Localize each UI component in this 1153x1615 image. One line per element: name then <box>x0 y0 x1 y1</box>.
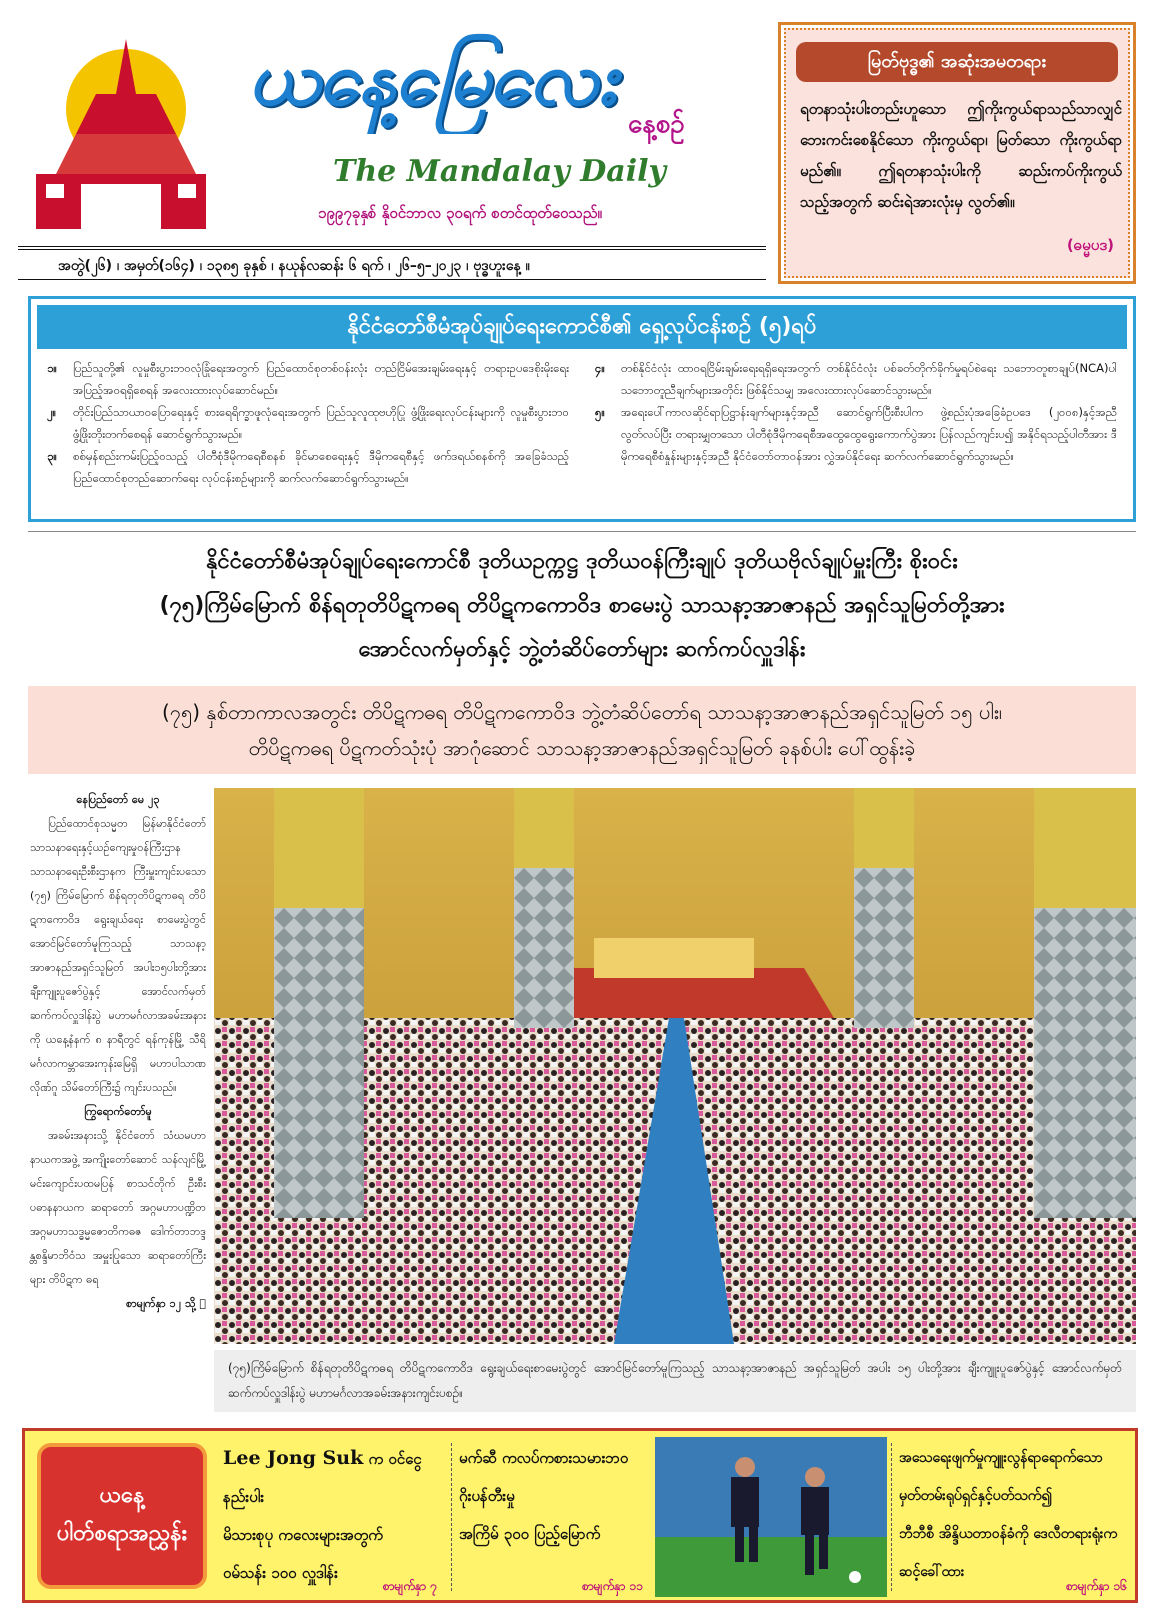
teaser-text: က ဝင်ငွေနည်းပါး <box>223 1450 422 1506</box>
teaser-text: အသေရေးဖျက်မှုကျူးလွန်ရာရောက်သော <box>899 1450 1103 1466</box>
teaser-page-ref: စာမျက်နှာ ၇ <box>382 1579 437 1593</box>
objectives-right-column <box>595 357 1117 489</box>
inside-label-line-1: ယနေ့ <box>99 1483 145 1508</box>
teaser-text: ဝမ်သန်း ၁၀၀ လှူဒါန်း <box>223 1564 338 1582</box>
newspaper-title-english: The Mandalay Daily <box>333 154 666 189</box>
teaser-page-ref: စာမျက်နှာ ၁၆ <box>1066 1579 1127 1593</box>
teaser-title: Lee Jong Suk <box>223 1447 364 1469</box>
teaser-text: မက်ဆီ ကလပ်ကစားသမားဘဝ <box>459 1449 629 1467</box>
article-paragraph: အခမ်းအနားသို့ နိုင်ငံတော် သံဃမဟာနာယကအဖွဲ့ အကျိုးတော်ဆောင် သန်လျင်မြို့ မင်းကျောင်းပထမပြန် စာသင်တိုက် ဦးစီးပဓာနနာယက ဆရာတော် အဂ္ဂမဟာပဏ္ဍိတ အဂ္ဂမဟာသဒ္ဓမ္မဇောတိကဓဇ ဒေါက်တာဘဒ္ဒန္တစန္ဒိမာဘိဝံသ အမှူးပြုသော ဆရာတော်ကြီးများ တိပိဋက ဓရ <box>30 1129 206 1286</box>
objective-number: ၅။ <box>595 405 605 419</box>
headline-line-1: နိုင်ငံတော်စီမံအုပ်ချုပ်ရေးကောင်စီ ဒုတိယဥက္ကဋ္ဌ ဒုတိယဝန်ကြီးချုပ် ဒုတိယဗိုလ်ချုပ်မှူးကြီး စိုးဝင်း <box>206 549 958 574</box>
teaser-messi[interactable] <box>459 1439 649 1595</box>
football-photo <box>655 1437 887 1597</box>
sub-headline-line-2: တိပိဋကဓရ ပိဋကတ်သုံးပုံ အာဂုံဆောင် သာသနာ့အာဇာနည်အရှင်သူမြတ် ခုနစ်ပါး ပေါ်ထွန်းခဲ့ <box>248 736 916 760</box>
issue-info: အတွဲ(၂၆) ၊ အမှတ်(၁၆၄) ၊ ၁၃၈၅ ခုနှစ် ၊ နယုန်လဆန်း ၆ ရက် ၊ ၂၆–၅–၂၀၂၃ ၊ ဗုဒ္ဓဟူးနေ့ ။ <box>18 246 766 280</box>
objective-number: ၁။ <box>47 361 57 375</box>
headline-line-3: အောင်လက်မှတ်နှင့် ဘွဲ့တံဆိပ်တော်များ ဆက်ကပ်လှူဒါန်း <box>358 637 806 662</box>
objectives-box <box>28 296 1136 522</box>
objective-item <box>47 357 569 401</box>
inside-pages-teaser <box>22 1428 1138 1603</box>
newspaper-title-suffix: နေ့စဉ် <box>628 109 685 139</box>
ceremony-photo <box>214 788 1136 1344</box>
objective-number: ၄။ <box>595 361 605 375</box>
sub-headline-line-1: (၇၅) နှစ်တာကာလအတွင်း တိပိဋကဓရ တိပိဋကကောဝိဒ ဘွဲ့တံဆိပ်တော်ရ သာသနာ့အာဇာနည်အရှင်သူမြတ် ၁၅ ပါး၊ <box>161 700 1003 724</box>
headline-line-2: (၇၅)ကြိမ်မြောက် စိန်ရတုတိပိဋကဓရ တိပိဋကကောဝိဒ စာမေးပွဲ သာသနာ့အာဇာနည် အရှင်သူမြတ်တို့အား <box>159 593 1005 618</box>
teaser-page-ref: စာမျက်နှာ ၁၁ <box>582 1579 643 1593</box>
sub-headline <box>28 686 1136 774</box>
inside-pages-label <box>37 1443 207 1589</box>
continued-link[interactable]: စာမျက်နှာ ၁၂ သို့ ⃝ <box>125 1297 206 1310</box>
objective-item <box>47 445 569 489</box>
objectives-title: နိုင်ငံတော်စီမံအုပ်ချုပ်ရေးကောင်စီ၏ ရှေ့လုပ်ငန်းစဉ် (၅)ရပ် <box>37 305 1127 349</box>
article-paragraph: ပြည်ထောင်စုသမ္မတ မြန်မာနိုင်ငံတော် သာသနာရေးနှင့်ယဉ်ကျေးမှုဝန်ကြီးဌာန သာသနာရေးဦးစီးဌာနက ကြီးမှူးကျင်းပသော (၇၅) ကြိမ်မြောက် စိန်ရတုတိပိဋကဓရ တိပိဋကကောဝိဒ ရွေးချယ်ရေး စာမေးပွဲတွင် အောင်မြင်တော်မူကြသည့် သာသနာ့အာဇာနည်အရှင်သူမြတ် အပါး၁၅ပါးတို့အား ချီးကျူးပူဇော်ပွဲနှင့် အောင်လက်မှတ် ဆက်ကပ်လှူဒါန်းပွဲ မဟာမင်္ဂလာအခမ်းအနားကို ယနေ့နံနက် ၈ နာရီတွင် ရန်ကုန်မြို့ သီရိမင်္ဂလာကမ္ဘာအေးကုန်းမြေရှိ မဟာပါသာဏလိုဏ်ဂူ သိမ်တော်ကြီး၌ ကျင်းပသည်။ <box>30 817 206 1094</box>
inside-label-line-2: ပါတ်စရာအညွှန်း <box>56 1521 188 1546</box>
mandalay-palace-logo <box>26 34 216 234</box>
newspaper-title: ယနေ့မြေလေး <box>248 36 615 122</box>
objective-item <box>47 401 569 445</box>
teaser-divider <box>891 1443 892 1591</box>
objective-text: တစ်နိုင်ငံလုံး ထာဝရငြိမ်းချမ်းရေးရရှိရေးအတွက် တစ်နိုင်ငံလုံး ပစ်ခတ်တိုက်ခိုက်မှုရပ်စဲရေး သဘောတူစာချုပ်(NCA)ပါ သဘောတူညီချက်များအတိုင်း ဖြစ်နိုင်သမျှ အလေးထားလုပ်ဆောင်သွားမည်။ <box>621 361 1117 397</box>
objective-text: ပြည်သူတို့၏ လူမှုစီးပွားဘဝလုံခြုံရေးအတွက် ပြည်ထောင်စုတစ်ဝန်းလုံး တည်ငြိမ်အေးချမ်းရေးနှင့် တရားဥပဒေစိုးမိုးရေး အပြည့်အဝရရှိစေရန် အလေးထားလုပ်ဆောင်မည်။ <box>73 361 569 397</box>
objective-number: ၂။ <box>47 405 57 419</box>
teaser-text: ဂိုးပန်တီးမှု <box>459 1487 515 1505</box>
objective-item <box>595 357 1117 401</box>
teaser-text: မှတ်တမ်းရုပ်ရှင်နှင့်ပတ်သက်၍ <box>899 1488 1052 1504</box>
teaser-text: ဆင့်ခေါ်ထား <box>899 1564 965 1580</box>
buddha-quote-box <box>778 22 1136 284</box>
article-dateline: နေပြည်တော် မေ ၂၃ <box>76 793 160 806</box>
objective-number: ၃။ <box>47 449 57 463</box>
objective-text: အရေးပေါ်ကာလဆိုင်ရာပြဋ္ဌာန်းချက်များနှင့်အညီ ဆောင်ရွက်ပြီးစီးပါက ဖွဲ့စည်းပုံအခြေခံဥပဒေ (၂၀၀၈)နှင့်အညီ လွတ်လပ်ပြီး တရားမျှတသော ပါတီစုံဒီမိုကရေစီအထွေထွေရွေးကောက်ပွဲအား ပြန်လည်ကျင်းပ၍ အနိုင်ရသည့်ပါတီအား ဒီမိုကရေစီစံနှုန်းများနှင့်အညီ နိုင်ငံတော်တာဝန်အား လွှဲအပ်နိုင်ရေး ဆက်လက်ဆောင်ရွက်သွားမည်။ <box>621 405 1117 463</box>
main-headline <box>28 540 1136 672</box>
article-body <box>30 788 206 1388</box>
objective-text: တိုင်းပြည်သာယာဝပြောရေးနှင့် စားရေရိက္ခာဖူလုံရေးအတွက် ပြည်သူလူထုဗဟိုပြု ဖွံ့ဖြိုးရေးလုပ်ငန်းများကို လူမှုစီးပွားဘဝဖွံ့ဖြိုးတိုးတက်စေရန် ဆောင်ရွက်သွားမည်။ <box>73 405 569 441</box>
section-divider <box>28 531 1136 532</box>
teaser-bbc[interactable] <box>899 1439 1133 1595</box>
article-subheading: ကြွရောက်တော်မူ <box>84 1105 152 1118</box>
objectives-left-column <box>47 357 569 489</box>
teaser-divider <box>451 1443 452 1591</box>
objective-text: စစ်မှန်စည်းကမ်းပြည့်ဝသည့် ပါတီစုံဒီမိုကရေစီစနစ် ခိုင်မာစေရေးနှင့် ဒီမိုကရေစီနှင့် ဖက်ဒရယ်စနစ်ကို အခြေခံသည့် ပြည်ထောင်စုတည်ဆောက်ရေး လုပ်ငန်းစဉ်များကို ဆက်လက်ဆောင်ရွက်သွားမည်။ <box>73 449 569 485</box>
established-line: ၁၉၉၇ခုနှစ် နိုဝင်ဘာလ ၃၀ရက် စတင်ထုတ်ဝေသည်။ <box>318 204 602 222</box>
objective-item <box>595 401 1117 467</box>
teaser-text: အကြိမ် ၃၀၀ ပြည့်မြောက် <box>459 1525 601 1543</box>
masthead <box>18 14 766 242</box>
teaser-lee-jong-suk[interactable] <box>223 1439 443 1595</box>
quote-body: ရတနာသုံးပါးတည်းဟူသော ဤကိုးကွယ်ရာသည်သာလျှင် ဘေးကင်းစေနိုင်သော ကိုးကွယ်ရာ၊ မြတ်သော ကိုးကွယ်ရာမည်၏။ ဤရတနာသုံးပါးကို ဆည်းကပ်ကိုးကွယ်သည့်အတွက် ဆင်းရဲအားလုံးမှ လွတ်၏။ <box>800 100 1122 211</box>
quote-source: (ဓမ္မပဒ) <box>1066 236 1114 254</box>
teaser-text: ဘီဘီစီ အိန္ဒိယတာဝန်ခံကို ဒေလီတရားရုံးက <box>899 1526 1118 1542</box>
quote-title: မြတ်ဗုဒ္ဓ၏ အဆုံးအမတရား <box>796 42 1118 82</box>
photo-caption: (၇၅)ကြိမ်မြောက် စိန်ရတုတိပိဋကဓရ တိပိဋကကောဝိဒ ရွေးချယ်ရေးစာမေးပွဲတွင် အောင်မြင်တော်မူကြသည့် သာသနာ့အာဇာနည် အရှင်သူမြတ် အပါး ၁၅ ပါးတို့အား ချီးကျူးပူဇော်ပွဲနှင့် အောင်လက်မှတ် ဆက်ကပ်လှူဒါန်းပွဲ မဟာမင်္ဂလာအခမ်းအနားကျင်းပစဉ်။ <box>214 1350 1136 1412</box>
teaser-text: မိသားစုပု ကလေးများအတွက် <box>223 1526 383 1544</box>
